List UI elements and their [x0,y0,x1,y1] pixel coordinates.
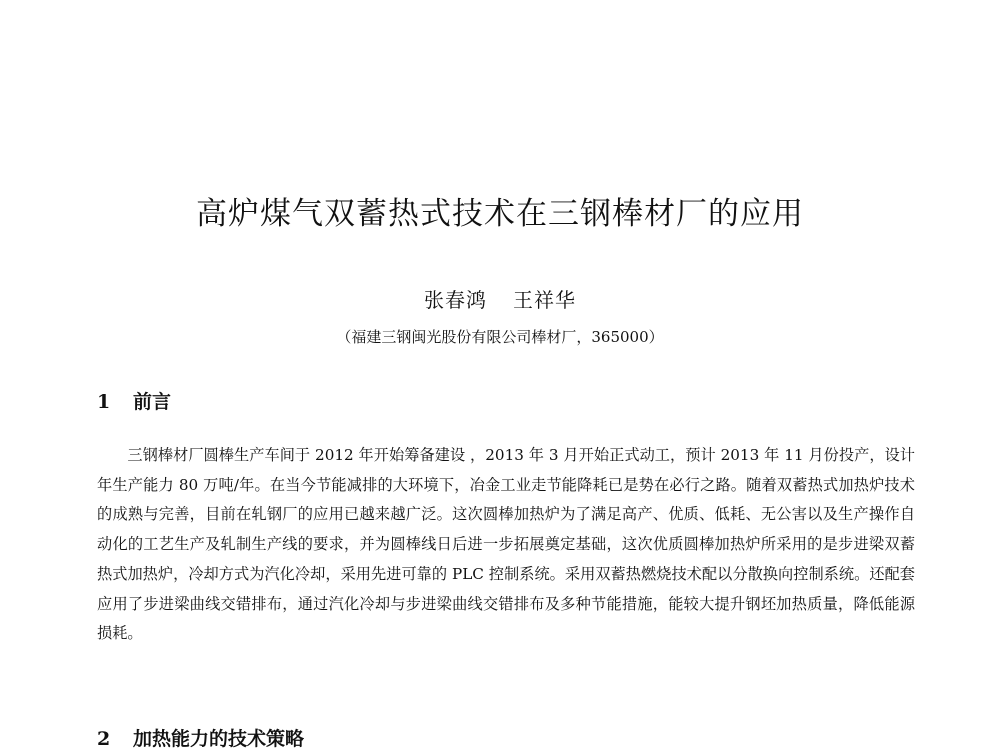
section-title: 前言 [133,391,172,413]
section-number: 1 [97,391,111,413]
section-number: 2 [97,728,111,750]
section-title: 加热能力的技术策略 [133,728,305,750]
author-name: 王祥华 [513,288,576,312]
section-heading-heating-capacity [97,724,304,751]
author-name: 张春鸿 [424,288,487,312]
section-heading-introduction [97,387,171,414]
paper-title: 高炉煤气双蓄热式技术在三钢棒材厂的应用 [196,196,804,232]
introduction-paragraph: 三钢棒材厂圆棒生产车间于 2012 年开始筹备建设 ，2013 年 3 月开始正式动工，预计 2013 年 11 月份投产，设计年生产能力 80 万吨/年。在当今节能减排的大环境下，冶金工业走节能降耗已是势在必行之路。随着双蓄热式加热炉技术的成熟与完善，目前在轧钢厂的应用已越来越广泛。这次圆棒加热炉为了满足高产、优质、低耗、无公害以及生产操作自动化的工艺生产及轧制生产线的要求，并为圆棒线日后进一步拓展奠定基础，这次优质圆棒加热炉所采用的是步进梁双蓄热式加热炉，冷却方式为汽化冷却，采用先进可靠的 PLC 控制系统。采用双蓄热燃烧技术配以分散换向控制系统。还配套应用了步进梁曲线交错排布，通过汽化冷却与步进梁曲线交错排布及多种节能措施，能较大提升钢坯加热质量，降低能源损耗。 [97,446,915,643]
author-affiliation: （福建三钢闽光股份有限公司棒材厂，365000） [336,328,664,346]
author-list [0,284,1000,313]
